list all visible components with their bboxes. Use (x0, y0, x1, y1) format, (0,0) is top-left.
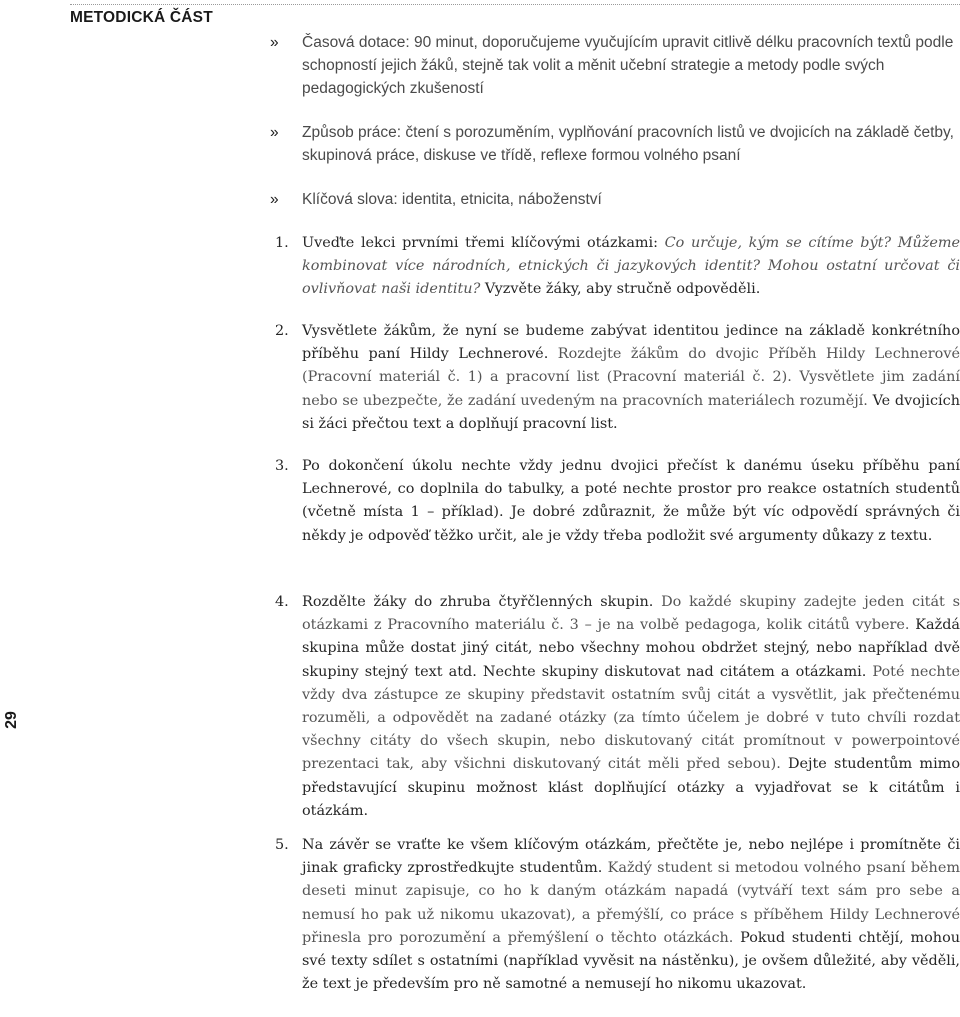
page-number: 29 (3, 711, 20, 729)
bullet-marker: » (270, 34, 279, 51)
bullet-keywords (270, 188, 960, 211)
step-text (302, 591, 960, 823)
step-text-b: Rozdejte žákům do dvojic Příběh Hildy Lechnerové (Pracovní materiál č. 1) a pracovní list (Pracovní materiál č. 2). Vysvětlete jim zadání nebo se ubezpečte, že zadání uvedeným na pracovních materiálech rozumějí. (302, 346, 960, 409)
step-text-c: Pokud studenti chtějí, mohou své texty sdílet s ostatními (například vyvěsit na nástěnku), je ovšem důležité, aby věděli, že text je především pro ně samotné a nemusejí ho nikomu ukazovat. (302, 929, 960, 993)
step-text-b: Každý student si metodou volného psaní během deseti minut zapisuje, co ho k daným otázkám napadá (vytváří text sám pro sebe a nemusí ho pak už nikomu ukazovat), a přemýšlí, co práce s příběhem Hildy Lechnerové přinesla pro porozumění a přemýšlení o těchto otázkách. (302, 860, 960, 946)
step-3 (275, 455, 960, 548)
step-text-a: Vysvětlete žákům, že nyní se budeme zabývat identitou jedince na základě konkrétního příběhu paní Hildy Lechnerové. (302, 323, 960, 363)
step-text-c: Každá skupina může dostat jiný citát, nebo všechny mohou obdržet stejný, nebo například dvě skupiny stejný text atd. Nechte skupiny diskutovat nad citátem a otázkami. (302, 617, 960, 680)
step-text-a: Rozdělte žáky do zhruba čtyřčlenných skupin. (302, 594, 654, 610)
step-number: 1. (275, 235, 289, 251)
step-text-a: Na závěr se vraťte ke všem klíčovým otázkám, přečtěte je, nebo nejlépe i promítněte či jinak graficky zprostředkujte studentům. (302, 837, 960, 877)
bullet-time (270, 31, 960, 100)
step-text-d: Poté nechte vždy dva zástupce ze skupiny představit ostatním svůj citát a vysvětlit, jak přečtenému rozuměli, a odpovědět na zadané otázky (za tímto účelem je dobré v tuto chvíli rozdat všechny citáty do všech skupin, nebo diskutovaný citát promítnout v powerpointové prezentaci tak, aby všichni diskutovaný citát měli před sebou). (302, 663, 960, 773)
top-dotted-rule (70, 4, 960, 5)
step-4 (275, 591, 960, 823)
step-5 (275, 834, 960, 996)
bullet-text: Klíčová slova: identita, etnicita, náboženství (302, 191, 602, 208)
step-tail: Vyzvěte žáky, aby stručně odpověděli. (480, 281, 761, 298)
step-number: 2. (275, 323, 289, 339)
step-text: Po dokončení úkolu nechte vždy jednu dvojici přečíst k danému úseku příběhu paní Lechnerové, co doplnila do tabulky, a poté nechte prostor pro reakce ostatních studentů (včetně místa 1 – příklad). Je dobré zdůraznit, že může být víc odpovědí správných či někdy je odpověď těžko určit, ale je vždy třeba podložit své argumenty důkazy z textu. (302, 458, 960, 544)
step-text (302, 320, 960, 436)
step-text-b: Do každé skupiny zadejte jeden citát s otázkami z Pracovního materiálu č. 3 – je na volbě pedagoga, kolik citátů vybere. (302, 594, 960, 634)
step-number: 5. (275, 837, 289, 853)
step-text-e: Dejte studentům mimo představující skupinu možnost klást doplňující otázky a vyjadřovat se k citátům i otázkám. (302, 756, 960, 819)
step-1 (275, 232, 960, 302)
step-number: 3. (275, 458, 289, 474)
step-text (302, 834, 960, 996)
step-lead: Uveďte lekci prvními třemi klíčovými otázkami: (302, 235, 665, 251)
bullet-method (270, 121, 960, 167)
step-number: 4. (275, 594, 289, 610)
section-label: METODICKÁ ČÁST (70, 9, 213, 26)
step-text-c: Ve dvojicích si žáci přečtou text a doplňují pracovní list. (302, 392, 960, 432)
bullet-text: Časová dotace: 90 minut, doporučujeme vyučujícím upravit citlivě délku pracovních textů podle schopností jejich žáků, stejně tak volit a měnit učební strategie a metody podle svých pedagogických zkušeností (302, 34, 954, 97)
bullet-marker: » (270, 191, 279, 208)
key-questions: Co určuje, kým se cítíme být? Můžeme kombinovat více národních, etnických či jazykových identit? Mohou ostatní určovat či ovlivňovat naši identitu? (302, 235, 960, 298)
step-2 (275, 320, 960, 436)
bullet-marker: » (270, 124, 279, 141)
step-text (302, 232, 960, 302)
bullet-text: Způsob práce: čtení s porozuměním, vyplňování pracovních listů ve dvojicích na základě četby, skupinová práce, diskuse ve třídě, reflexe formou volného psaní (302, 124, 954, 164)
